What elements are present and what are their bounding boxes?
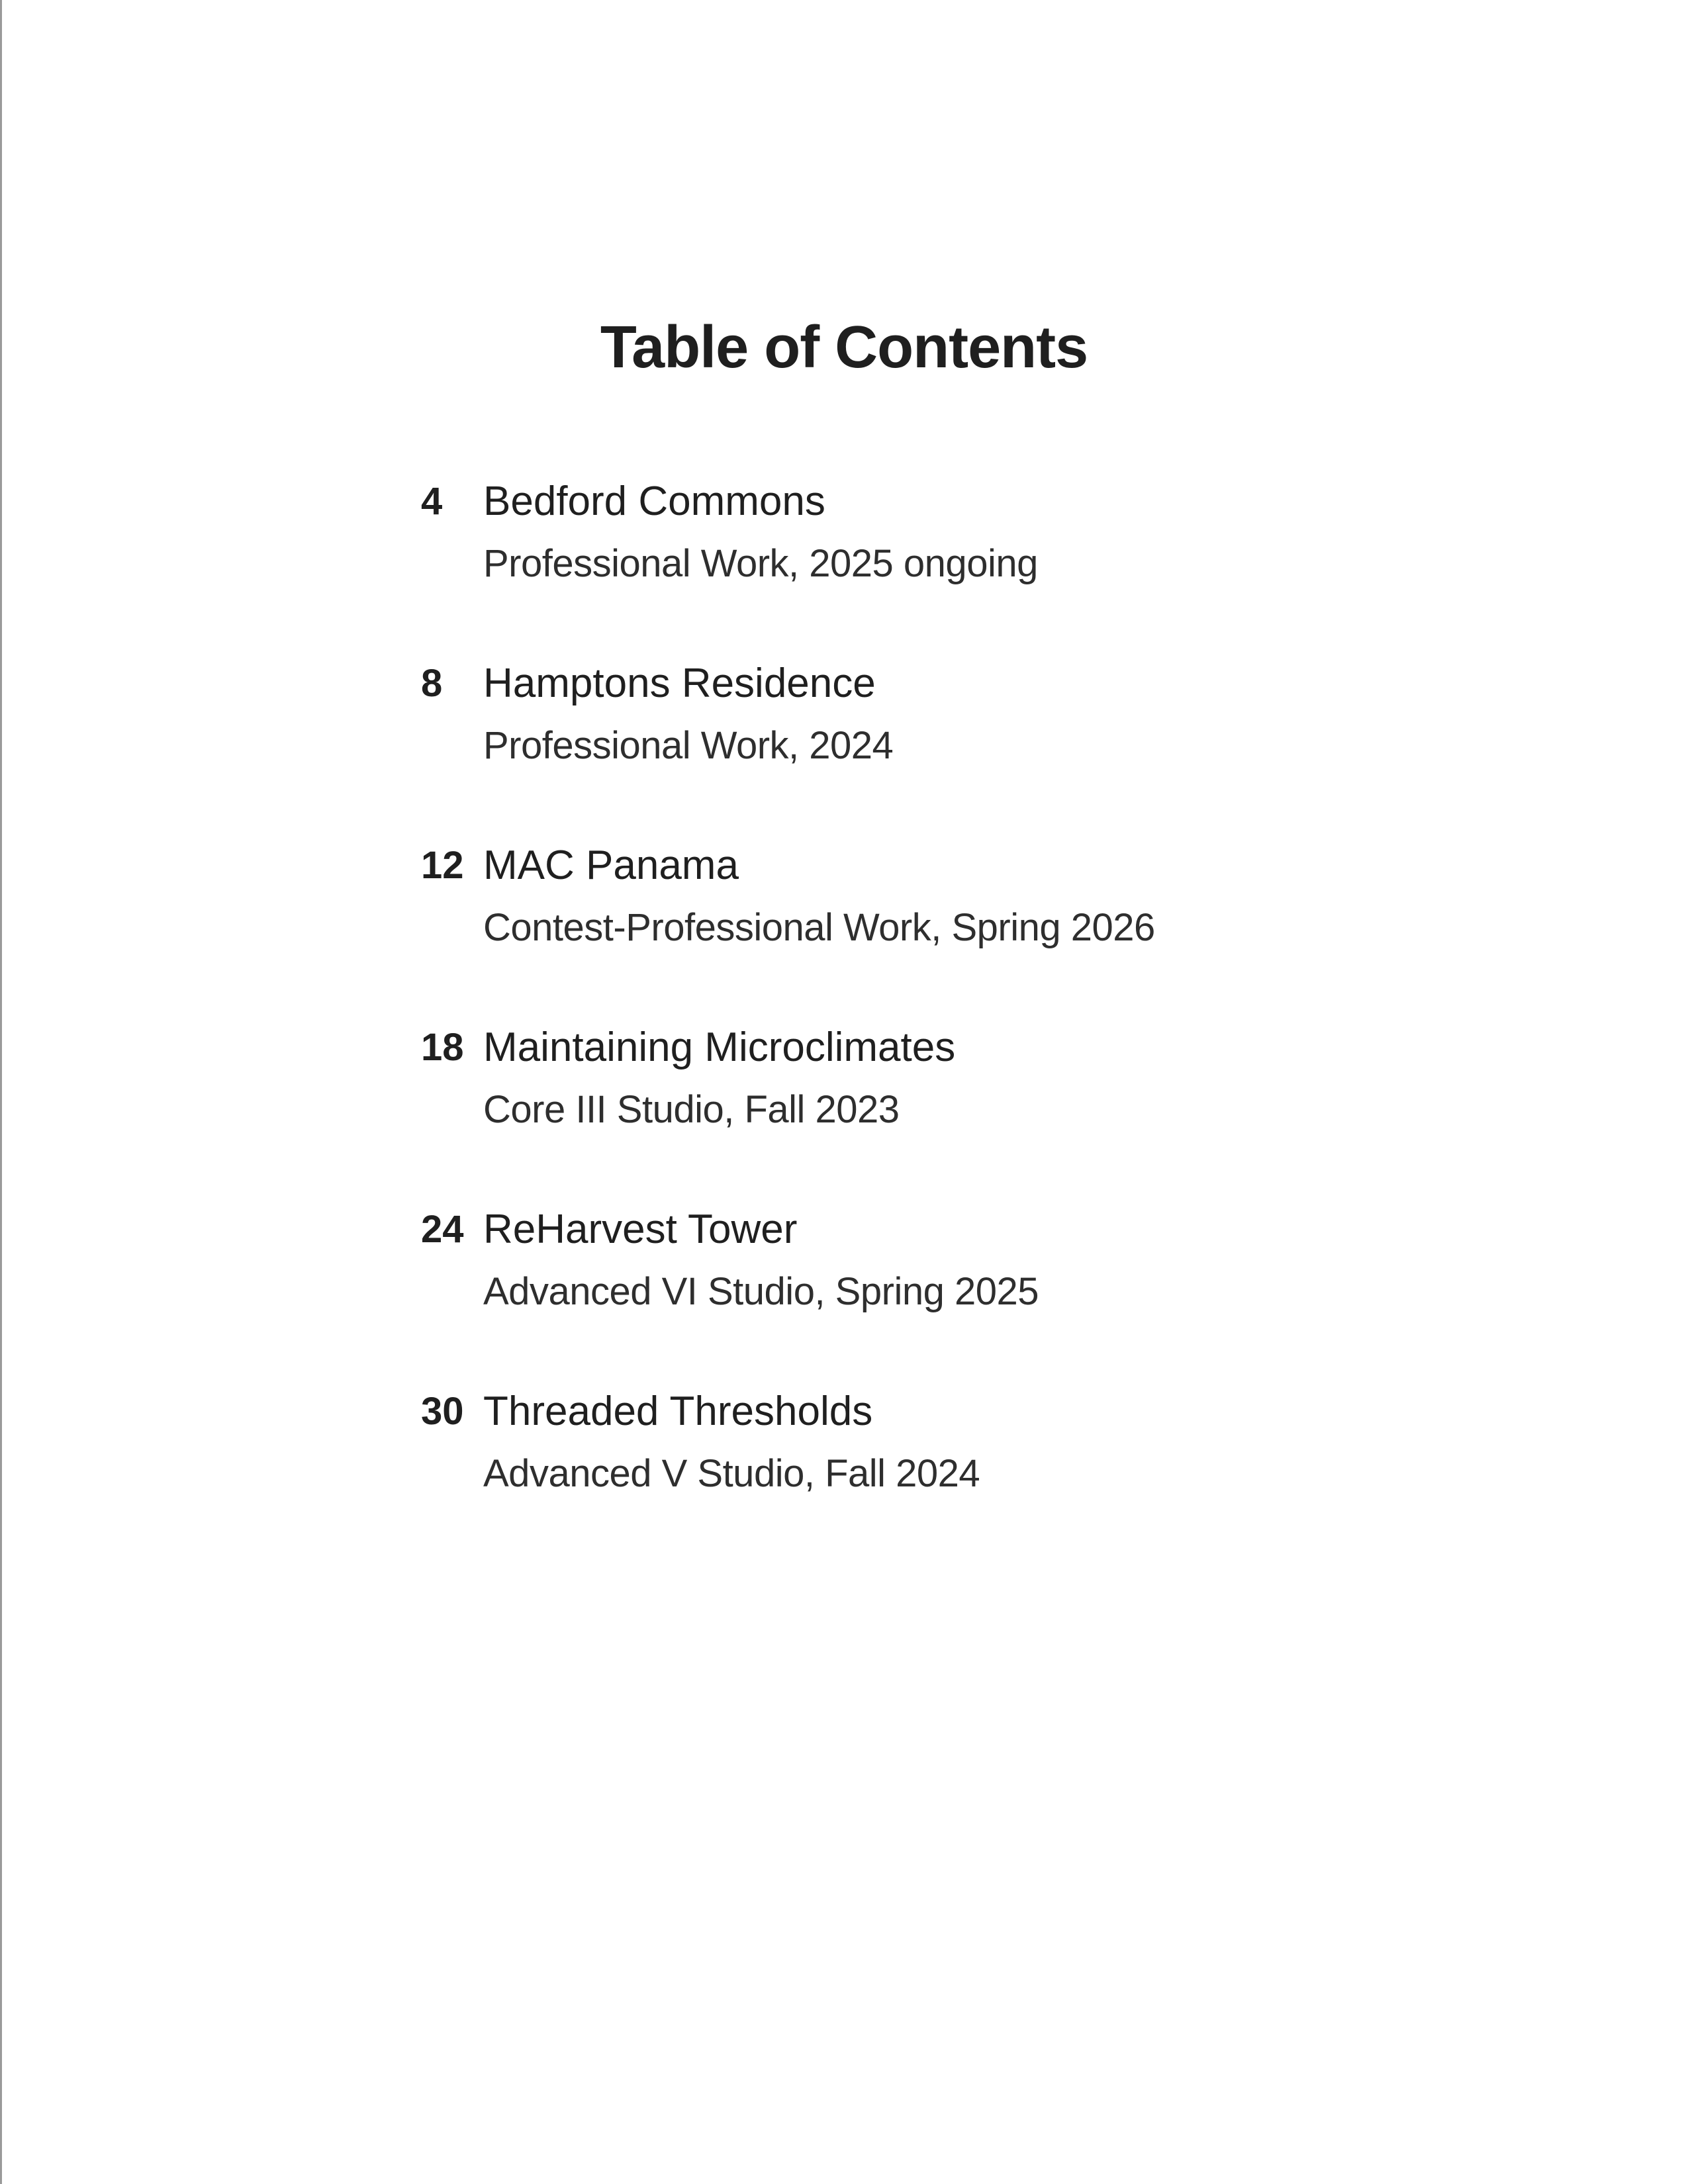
toc-entry-subtitle: Advanced V Studio, Fall 2024 [483,1452,980,1495]
toc-entry-subtitle: Professional Work, 2025 ongoing [483,542,1038,585]
toc-entry-subtitle: Professional Work, 2024 [483,724,894,767]
toc-page-number: 4 [421,480,443,523]
toc-entry-title: ReHarvest Tower [483,1206,798,1252]
toc-page-number: 24 [421,1208,464,1251]
toc-entry[interactable] [421,478,1414,660]
toc-entry-title: Threaded Thresholds [483,1388,873,1434]
toc-entry[interactable] [421,842,1414,1024]
toc-page-number: 18 [421,1026,464,1069]
toc-entry[interactable] [421,1206,1414,1388]
page-title: Table of Contents [600,314,1088,381]
toc-entry[interactable] [421,1388,1414,1570]
toc-entry-subtitle: Core III Studio, Fall 2023 [483,1088,900,1131]
toc-entry[interactable] [421,660,1414,842]
toc-list [421,478,1414,1570]
toc-entry-title: Bedford Commons [483,478,825,524]
toc-page-number: 12 [421,844,464,887]
toc-page-number: 8 [421,662,443,705]
toc-entry-title: Maintaining Microclimates [483,1024,956,1070]
toc-entry[interactable] [421,1024,1414,1206]
toc-entry-subtitle: Advanced VI Studio, Spring 2025 [483,1270,1039,1313]
toc-entry-title: MAC Panama [483,842,739,888]
toc-entry-title: Hamptons Residence [483,660,876,706]
toc-entry-subtitle: Contest-Professional Work, Spring 2026 [483,906,1155,949]
toc-page-number: 30 [421,1390,464,1433]
